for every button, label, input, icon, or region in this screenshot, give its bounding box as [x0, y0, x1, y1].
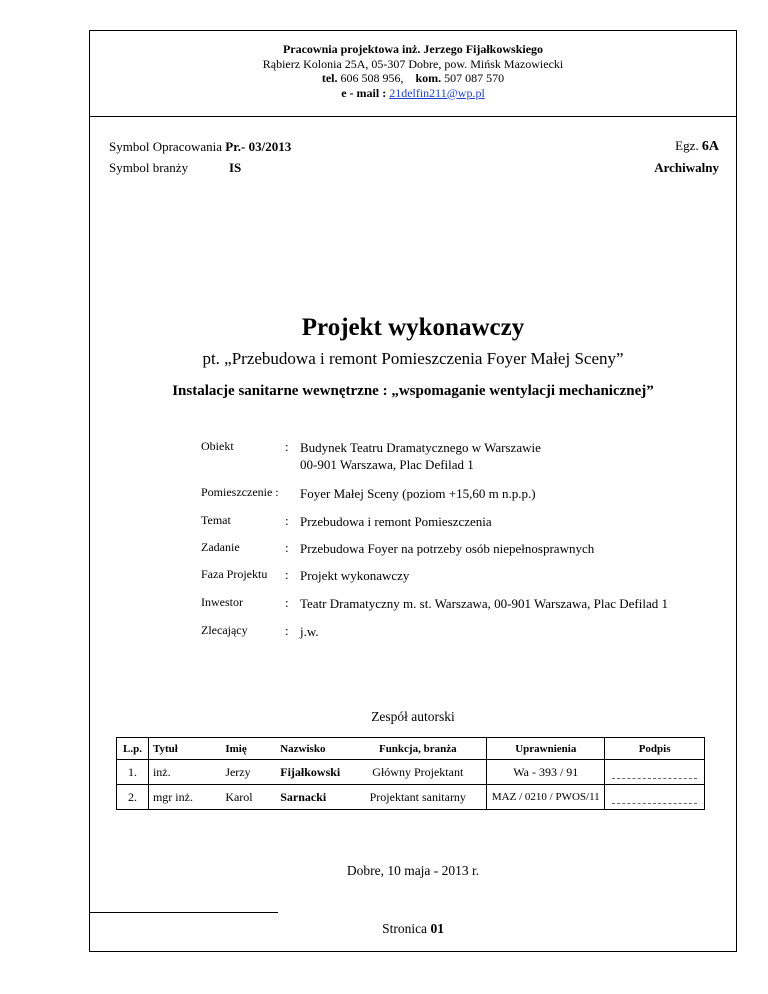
symbol-branzy-label: Symbol branży [109, 160, 189, 175]
signature-line [612, 803, 697, 804]
table-header-row [117, 738, 705, 760]
info-colon: : [285, 439, 289, 454]
info-value: Przebudowa Foyer na potrzeby osób niepełnosprawnych [300, 541, 595, 556]
info-value-line1: Budynek Teatru Dramatycznego w Warszawie [300, 440, 541, 455]
page-value: 01 [430, 921, 444, 936]
document-frame [89, 30, 737, 952]
info-label: Inwestor [201, 595, 243, 609]
page-number [90, 921, 736, 937]
page-label: Stronica [382, 921, 428, 936]
info-value: Projekt wykonawczy [300, 568, 410, 583]
table-cell: MAZ / 0210 / PWOS/11 [487, 785, 605, 810]
table-header: Podpis [605, 738, 705, 760]
footer-divider [90, 912, 278, 913]
archiwalny-mark [654, 160, 719, 176]
egz-label: Egz. [675, 138, 699, 153]
table-header: Tytuł [148, 738, 221, 760]
table-cell: inż. [148, 760, 221, 785]
symbol-branzy [109, 160, 242, 176]
letterhead [90, 31, 736, 117]
info-label: Temat [201, 513, 231, 527]
table-cell: Główny Projektant [349, 760, 487, 785]
table-cell: 2. [117, 785, 149, 810]
kom-value: 507 087 570 [444, 71, 505, 85]
table-cell: mgr inż. [148, 785, 221, 810]
info-value: Foyer Małej Sceny (poziom +15,60 m n.p.p.) [300, 486, 536, 501]
info-label: Faza Projektu [201, 567, 268, 581]
email-label: e - mail : [341, 85, 387, 100]
info-label: Zadanie [201, 540, 240, 554]
table-header: L.p. [117, 738, 149, 760]
document-subtitle: pt. „Przebudowa i remont Pomieszczenia Foyer Małej Sceny” [202, 349, 624, 368]
office-email [90, 86, 736, 101]
table-cell: Sarnacki [276, 785, 349, 810]
egzemplarz [675, 138, 719, 155]
team-heading: Zespół autorski [371, 709, 455, 724]
table-header: Funkcja, branża [349, 738, 487, 760]
team-table [116, 737, 705, 810]
table-cell: Jerzy [221, 760, 276, 785]
table-header: Uprawnienia [487, 738, 605, 760]
info-value: Teatr Dramatyczny m. st. Warszawa, 00-901 Warszawa, Plac Defilad 1 [300, 596, 668, 611]
info-colon: : [285, 595, 289, 610]
document-scope: Instalacje sanitarne wewnętrzne : „wspomaganie wentylacji mechanicznej” [172, 383, 654, 399]
symbol-opracowania [109, 139, 291, 155]
symbol-opracowania-label: Symbol Opracowania [109, 139, 223, 154]
office-name: Pracownia projektowa inż. Jerzego Fijałkowskiego [282, 42, 544, 56]
symbol-opracowania-value: Pr.- 03/2013 [225, 139, 292, 154]
table-header: Imię [221, 738, 276, 760]
table-cell: Wa - 393 / 91 [487, 760, 605, 785]
info-value: j.w. [300, 624, 319, 639]
egz-value: 6A [701, 139, 719, 154]
document-title: Projekt wykonawczy [301, 314, 525, 341]
symbol-branzy-value: IS [229, 160, 242, 175]
signature-cell [605, 785, 705, 810]
info-value-line2: 00-901 Warszawa, Plac Defilad 1 [300, 457, 474, 472]
info-colon: : [285, 567, 289, 582]
table-cell: Karol [221, 785, 276, 810]
info-label: Zlecający [201, 623, 248, 637]
table-cell: Fijałkowski [276, 760, 349, 785]
info-colon: : [285, 513, 289, 528]
info-colon: : [285, 623, 289, 638]
office-address: Rąbierz Kolonia 25A, 05-307 Dobre, pow. Mińsk Mazowiecki [262, 56, 564, 71]
table-cell: 1. [117, 760, 149, 785]
office-phones [90, 71, 736, 86]
archiwalny-label: Archiwalny [654, 160, 719, 175]
signature-cell [605, 760, 705, 785]
info-colon: : [285, 540, 289, 555]
table-header: Nazwisko [276, 738, 349, 760]
email-link[interactable]: 21delfin211@wp.pl [389, 85, 485, 100]
tel-label: tel. [321, 71, 338, 85]
info-label: Pomieszczenie : [201, 485, 279, 499]
signature-line [612, 778, 697, 779]
tel-value: 606 508 956, [340, 71, 404, 85]
document-date: Dobre, 10 maja - 2013 r. [346, 863, 480, 878]
kom-label: kom. [415, 71, 442, 85]
table-row [117, 785, 705, 810]
table-cell: Projektant sanitarny [349, 785, 487, 810]
info-value: Przebudowa i remont Pomieszczenia [300, 514, 492, 529]
info-value [300, 439, 541, 473]
table-row [117, 760, 705, 785]
info-label: Obiekt [201, 439, 234, 453]
